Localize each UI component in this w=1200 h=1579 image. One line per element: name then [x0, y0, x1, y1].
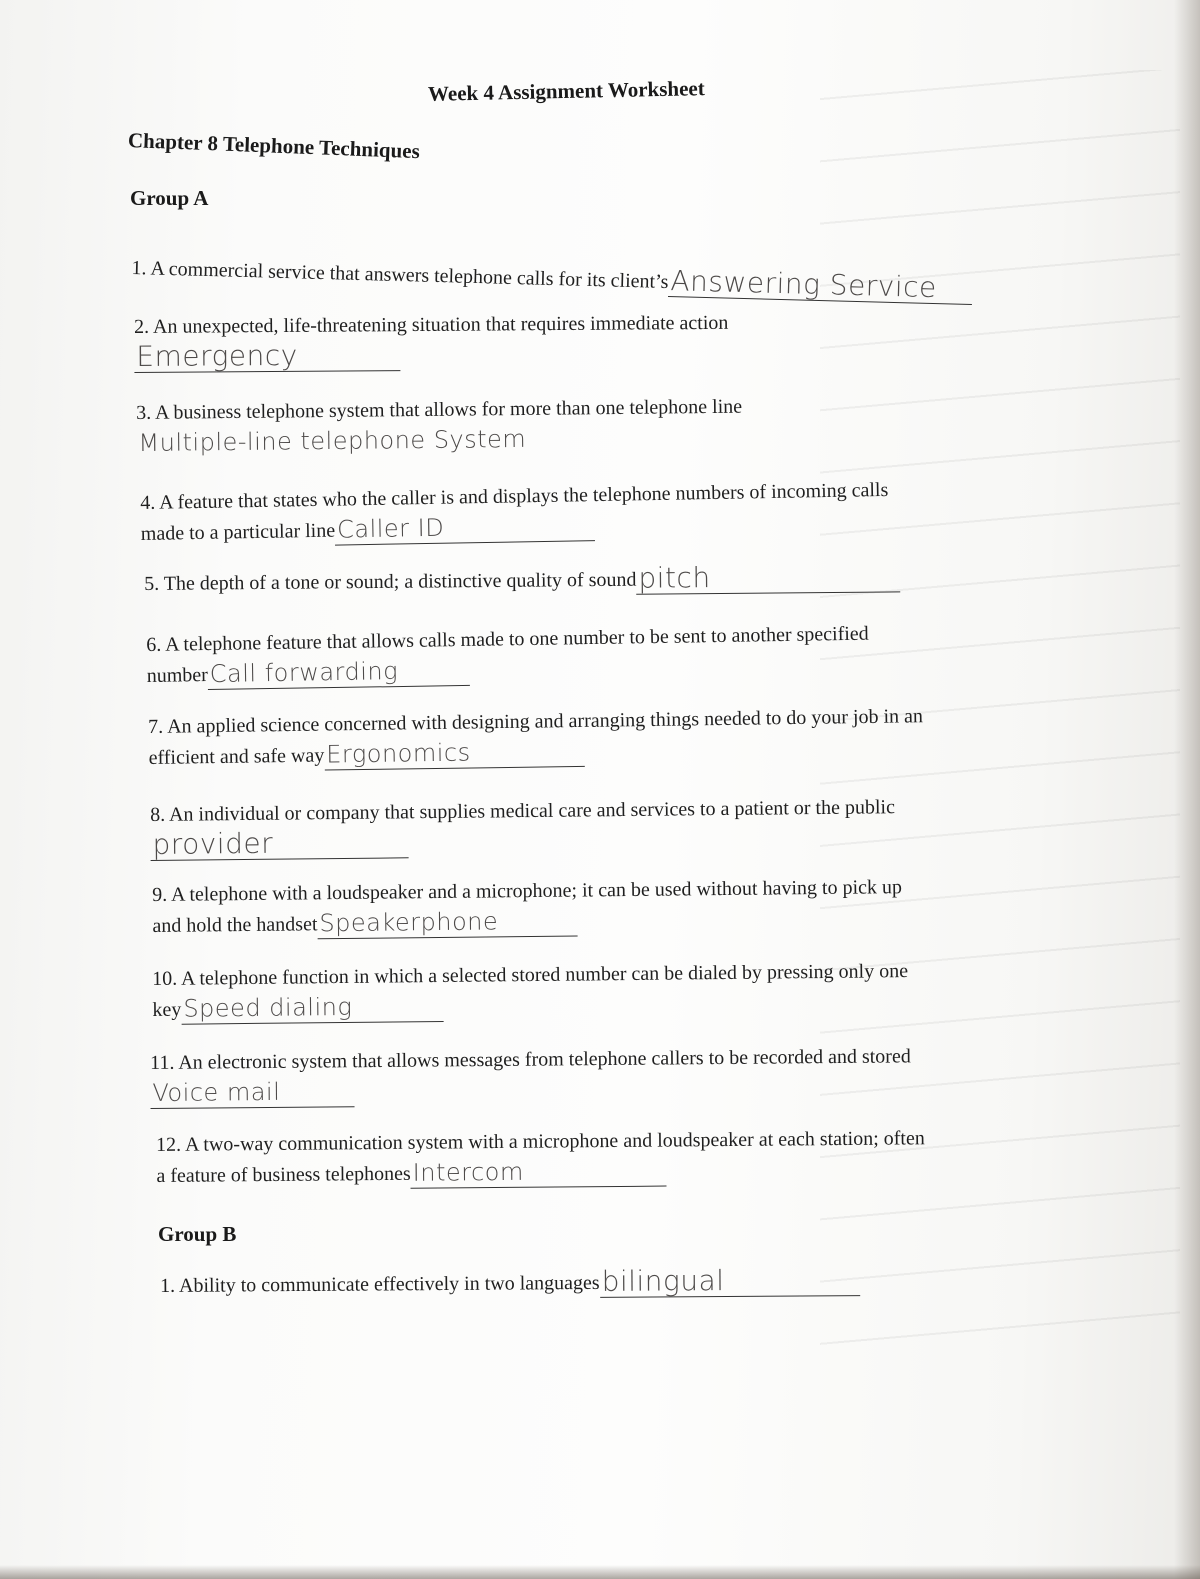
answer-field: Speakerphone — [317, 906, 577, 940]
question-text: 1. A commercial service that answers telephone calls for its client’s — [131, 256, 669, 294]
question-a7 — [148, 701, 924, 773]
answer-field: bilingual — [600, 1265, 860, 1298]
answer-field: Caller ID — [335, 510, 596, 546]
question-a10 — [152, 956, 909, 1025]
question-text: 10. A telephone function in which a selected stored number can be dialed by pressing only one — [152, 960, 909, 990]
answer-field: pitch — [636, 561, 900, 594]
question-text-continued: a feature of business telephones — [156, 1162, 411, 1187]
answer-field: Call forwarding — [208, 655, 470, 690]
chapter-title: Chapter 8 Telephone Techniques — [127, 128, 421, 164]
question-a4 — [140, 475, 889, 549]
group-b-heading: Group B — [158, 1222, 237, 1246]
worksheet-title: Week 4 Assignment Worksheet — [427, 76, 705, 106]
question-a12 — [156, 1123, 925, 1191]
question-a8 — [150, 792, 895, 861]
question-text: 3. A business telephone system that allows for more than one telephone line — [136, 395, 743, 424]
answer-field: Answering Service — [668, 266, 973, 305]
question-text-continued: made to a particular line — [140, 519, 336, 545]
question-text: 9. A telephone with a loudspeaker and a microphone; it can be used without having to pick up — [152, 876, 903, 906]
question-text: 12. A two-way communication system with a microphone and loudspeaker at each station; often — [156, 1127, 925, 1156]
question-text: 1. Ability to communicate effectively in two languages — [160, 1271, 600, 1297]
question-text: 6. A telephone feature that allows calls made to one number to be sent to another specified — [146, 622, 869, 656]
answer-field: provider — [150, 827, 408, 861]
answer-field: Intercom — [411, 1156, 667, 1189]
answer-field: Speed dialing — [181, 991, 443, 1025]
question-text: 4. A feature that states who the caller is and displays the telephone numbers of incoming calls — [140, 478, 889, 514]
paper-edge-shadow — [1174, 0, 1200, 1579]
question-text: 5. The depth of a tone or sound; a distinctive quality of sound — [144, 568, 637, 595]
question-text: 7. An applied science concerned with designing and arranging things needed to do your job in an — [148, 705, 924, 738]
question-a11 — [150, 1041, 911, 1109]
answer-field: Multiple-line telephone System — [138, 424, 527, 457]
question-text-continued: number — [146, 664, 208, 687]
question-text-continued: key — [152, 998, 182, 1021]
question-a5 — [144, 561, 901, 599]
question-text-continued: and hold the handset — [152, 913, 318, 937]
question-a6 — [146, 619, 869, 691]
question-text: 2. An unexpected, life-threatening situation that requires immediate action — [134, 311, 729, 338]
question-a3 — [136, 392, 743, 459]
question-text-continued: efficient and safe way — [148, 744, 325, 769]
question-a9 — [152, 872, 902, 941]
answer-field: Emergency — [134, 340, 400, 373]
answer-field: Voice mail — [150, 1076, 354, 1109]
question-a2 — [134, 308, 729, 373]
question-text: 11. An electronic system that allows messages from telephone callers to be recorded and stored — [150, 1045, 911, 1074]
answer-field: Ergonomics — [324, 736, 584, 771]
question-text: 8. An individual or company that supplies medical care and services to a patient or the public — [150, 796, 896, 826]
question-b1 — [160, 1265, 860, 1301]
paper-bottom-shadow — [0, 1565, 1200, 1579]
group-a-heading: Group A — [130, 186, 209, 210]
